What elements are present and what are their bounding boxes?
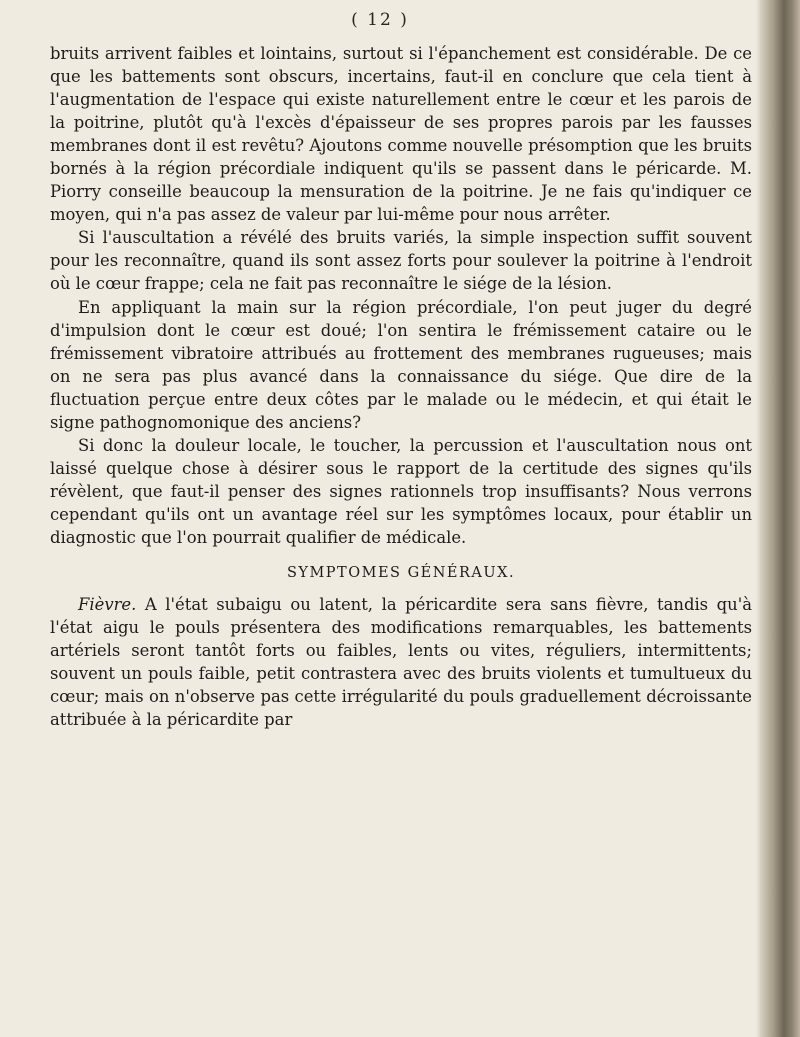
book-edge	[760, 0, 800, 1037]
page-text	[50, 42, 752, 731]
paragraph-2: Si l'auscultation a révélé des bruits variés, la simple inspection suffit souvent pour les reconnaître, quand ils sont assez forts pour soulever la poitrine à l'endroit où le cœur frappe; cela ne fait pas reconnaître le siége de la lésion.	[50, 228, 752, 294]
section-heading: SYMPTOMES GÉNÉRAUX.	[286, 565, 516, 582]
paragraph-fievre-text: A l'état subaigu ou latent, la péricardite sera sans fièvre, tandis qu'à l'état aigu le pouls présentera des modifications remarquables, les battements artériels seront tantôt forts ou faibles, lents ou vites, réguliers, intermittents; souvent un pouls faible, petit contrastera avec des bruits violents et tumultueux du cœur; mais on n'observe pas cette irrégularité du pouls graduellement décroissante attribuée à la péricardite par	[50, 595, 752, 730]
run-in-heading: Fièvre.	[78, 595, 137, 615]
page-number: ( 12 )	[351, 10, 409, 30]
paragraph-4: Si donc la douleur locale, le toucher, la percussion et l'auscultation nous ont laissé quelque chose à désirer sous le rapport de la certitude des signes qu'ils révèlent, que faut-il penser des signes rationnels trop insuffisants? Nous verrons cependant qu'ils ont un avantage réel sur les symptômes locaux, pour établir un diagnostic que l'on pourrait qualifier de médicale.	[50, 435, 752, 547]
paragraph-3: En appliquant la main sur la région précordiale, l'on peut juger du degré d'impulsion dont le cœur est doué; l'on sentira le frémissement cataire ou le frémissement vibratoire attribués au frottement des membranes rugueuses; mais on ne sera pas plus avancé dans la connaissance du siége. Que dire de la fluctuation perçue entre deux côtes par le malade ou le médecin, et qui était le signe pathognomonique des anciens?	[50, 297, 752, 432]
paragraph-1: bruits arrivent faibles et lointains, surtout si l'épanchement est considérable. De ce que les battements sont obscurs, incertains, faut-il en conclure que cela tient à l'augmentation de l'espace qui existe naturellement entre le cœur et les parois de la poitrine, plutôt qu'à l'excès d'épaisseur de ses propres parois par les fausses membranes dont il est revêtu? Ajoutons comme nouvelle présomption que les bruits bornés à la région précordiale indiquent qu'ils se passent dans le péricarde. M. Piorry conseille beaucoup la mensuration de la poitrine. Je ne fais qu'indiquer ce moyen, qui n'a pas assez de valeur par lui-même pour nous arrêter.	[50, 44, 752, 225]
paragraph-fievre	[50, 593, 752, 731]
